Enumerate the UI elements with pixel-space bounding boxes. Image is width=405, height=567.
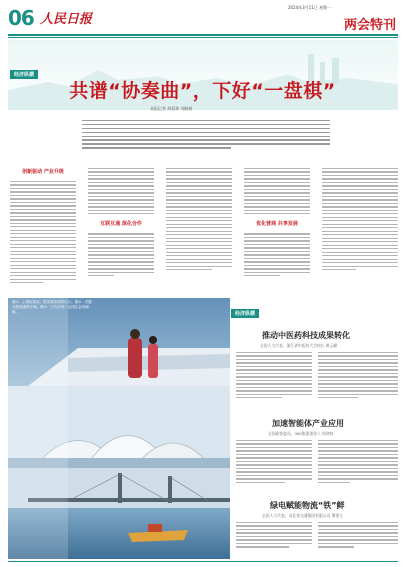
lead-paragraph <box>82 120 330 164</box>
byline: 本报记者 胡晨珠 刘晓萌 <box>150 106 193 111</box>
article-2-col-a <box>236 440 312 485</box>
photo-caption: 图①：上海虹桥站，旅客乘坐高铁出行。图②：安徽合肥滨湖科学城。图③：江苏苏州工业园区金鸡湖畔。 <box>12 300 92 314</box>
photo-illustration <box>8 298 230 559</box>
dateline: 2024年3月11日 星期一 <box>288 5 332 10</box>
text-column-2 <box>88 168 154 279</box>
text-column-4 <box>244 168 310 279</box>
article-title-1: 推动中医药科技成果转化 <box>262 331 350 340</box>
text-column-5 <box>322 168 398 273</box>
subhead-2: 互联互通 深化合作 <box>100 221 142 228</box>
subhead-1: 创新驱动 产业升级 <box>22 169 64 175</box>
section-title: 两会特刊 <box>344 18 397 33</box>
section-tag-2: 经济纵横 <box>231 309 259 318</box>
article-3-col-b <box>318 522 398 550</box>
article-2-col-b <box>318 440 398 485</box>
article-title-3: 绿电赋能物流“铁”鲜 <box>270 501 345 510</box>
text-column-1 <box>10 168 76 286</box>
text-column-3 <box>166 168 232 273</box>
photo-collage <box>8 298 230 559</box>
section-tag: 经济纵横 <box>10 70 38 79</box>
main-headline: 共谱“协奏曲”，下好“一盘棋” <box>69 80 336 102</box>
article-author-2: 全国政协委员、360集团创始人 周鸿祎 <box>268 431 334 436</box>
header-rule-thin <box>8 37 398 38</box>
article-author-1: 全国人大代表、浙江省中医药大学校长 黄云峰 <box>260 343 338 348</box>
article-3-col-a <box>236 522 312 550</box>
header-rule <box>8 34 398 36</box>
subhead-3: 优化营商 共享发展 <box>256 221 298 228</box>
masthead-logo: 人民日报 <box>40 12 93 27</box>
page-number: 06 <box>8 6 34 30</box>
article-1-col-b <box>318 352 398 401</box>
article-1-col-a <box>236 352 312 401</box>
article-title-2: 加速智能体产业应用 <box>272 419 344 428</box>
article-author-3: 全国人大代表、河北省交通集团有限公司 谭建立 <box>262 513 343 518</box>
footer-rule <box>8 561 398 562</box>
